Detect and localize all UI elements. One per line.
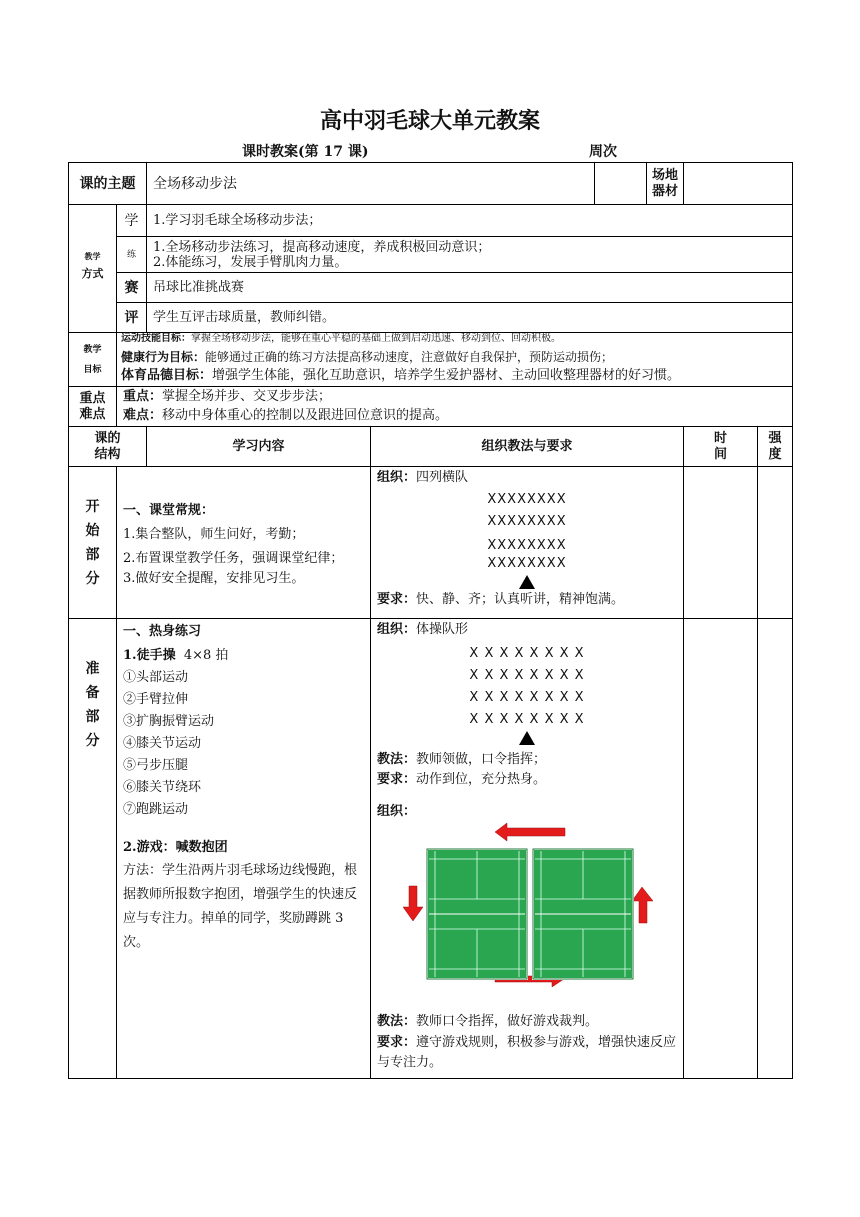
badminton-court-right — [533, 849, 633, 979]
method-tag-evaluate: 评 — [117, 303, 147, 333]
topic-label: 课的主题 — [69, 163, 147, 205]
header-time: 时间 — [684, 427, 758, 467]
goals-label: 教学 目标 — [69, 333, 117, 387]
method-tag-compete: 赛 — [117, 273, 147, 303]
header-structure: 课的结构 — [69, 427, 147, 467]
document-title: 高中羽毛球大单元教案 — [319, 108, 540, 134]
method-evaluate-text: 学生互评击球质量，教师纠错。 — [147, 303, 793, 333]
method-tag-learn: 学 — [117, 205, 147, 237]
start-content: 一、课堂常规： 1.集合整队，师生问好，考勤； 2.布置课堂教学任务，强调课堂纪律； 3.做好安全提醒，安排见习生。 — [117, 467, 371, 619]
key-points-label: 重点 难点 — [69, 387, 117, 427]
formation-row: XXXXXXXX — [487, 514, 567, 529]
method-tag-practice: 练 — [117, 237, 147, 273]
header-method: 组织教法与要求 — [371, 427, 684, 467]
venue-label: 场地器材 — [647, 163, 684, 205]
prep-intensity — [758, 619, 793, 1079]
key-points-cell — [117, 387, 793, 427]
formation-row: X X X X X X X X — [469, 646, 585, 661]
prep-content: 一、热身练习 1.徒手操 4×8 拍 ①头部运动 ②手臂拉伸 ③扩胸振臂运动 ④膝关节运动 ⑤弓步压腿 ⑥膝关节绕环 ⑦跑跳运动 2.游戏：喊数抱团 方法：学生沿两片羽毛球场边线慢跑，根据教师所报数字抱团，增强学生的快速反应与专注力。掉单的同学，奖励蹲跳 3 次。 — [117, 619, 371, 1079]
method-practice-text: 1.全场移动步法练习，提高移动速度，养成积极回动意识； 2.体能练习，发展手臂肌肉力量。 — [147, 237, 793, 273]
topic-value: 全场移动步法 — [147, 163, 595, 205]
goal-health: 健康行为目标：能够通过正确的练习方法提高移动速度，注意做好自我保护，预防运动损伤； — [121, 350, 614, 364]
goal-character: 体育品德目标：增强学生体能，强化互助意识，培养学生爱护器材、主动回收整理器材的好习惯。 — [121, 368, 681, 383]
formation-row: XXXXXXXX — [487, 556, 567, 571]
goals-cell — [117, 333, 793, 387]
start-time — [684, 467, 758, 619]
formation-row: X X X X X X X X — [469, 712, 585, 727]
lesson-number: 课时教案(第 17 课) — [242, 144, 369, 160]
arrow-left-icon — [495, 823, 565, 841]
court-diagram-svg — [377, 821, 677, 1007]
arrow-down-icon — [403, 886, 423, 921]
header-content: 学习内容 — [147, 427, 371, 467]
teacher-triangle-icon — [519, 575, 535, 589]
teaching-method-label: 教学 方式 — [69, 205, 117, 333]
prep-time — [684, 619, 758, 1079]
court-diagram — [377, 821, 677, 1007]
arrow-up-icon — [632, 887, 653, 923]
formation-row: X X X X X X X X — [469, 668, 585, 683]
formation-row: XXXXXXXX — [487, 492, 567, 507]
goal-skill: 运动技能目标：掌握全场移动步法，能够在重心平稳的基础上做到启动迅速、移动到位、回动积极。 — [121, 333, 561, 344]
start-organization: 组织：四列横队 XXXXXXXX XXXXXXXX XXXXXXXX XXXXXXXX 要求：快、静、齐；认真听讲，精神饱满。 — [371, 467, 684, 619]
badminton-court-left — [427, 849, 527, 979]
week-label: 周次 — [589, 144, 617, 160]
formation-row: X X X X X X X X — [469, 690, 585, 705]
start-intensity — [758, 467, 793, 619]
prep-section-label: 准备部分 — [69, 619, 117, 1079]
formation-row: XXXXXXXX — [487, 538, 567, 553]
game-description: 方法：学生沿两片羽毛球场边线慢跑，根据教师所报数字抱团，增强学生的快速反应与专注力。掉单的同学，奖励蹲跳 3 次。 — [123, 863, 358, 950]
method-learn-text: 1.学习羽毛球全场移动步法； — [147, 205, 793, 237]
header-intensity: 强度 — [758, 427, 793, 467]
lesson-plan-table — [68, 162, 793, 1079]
prep-organization: 组织：体操队形 X X X X X X X X X X X X X X X X X X X X X X X X X X X X X X X X 教法：教师领做，口令指挥； 要求：动作到位，充分热身。 组织： 教法：教师口令指挥，做好游戏裁判。 要求：遵守游戏规则，积极参与游戏，增强快速反应与专注力。 — [371, 619, 684, 1079]
method-compete-text: 吊球比准挑战赛 — [147, 273, 793, 303]
venue-value — [684, 163, 793, 205]
key-point: 重点：掌握全场并步、交叉步步法； — [123, 389, 332, 404]
start-section-label: 开始部分 — [69, 467, 117, 619]
teacher-triangle-icon — [519, 731, 535, 745]
difficult-point: 难点：移动中身体重心的控制以及跟进回位意识的提高。 — [123, 408, 449, 423]
